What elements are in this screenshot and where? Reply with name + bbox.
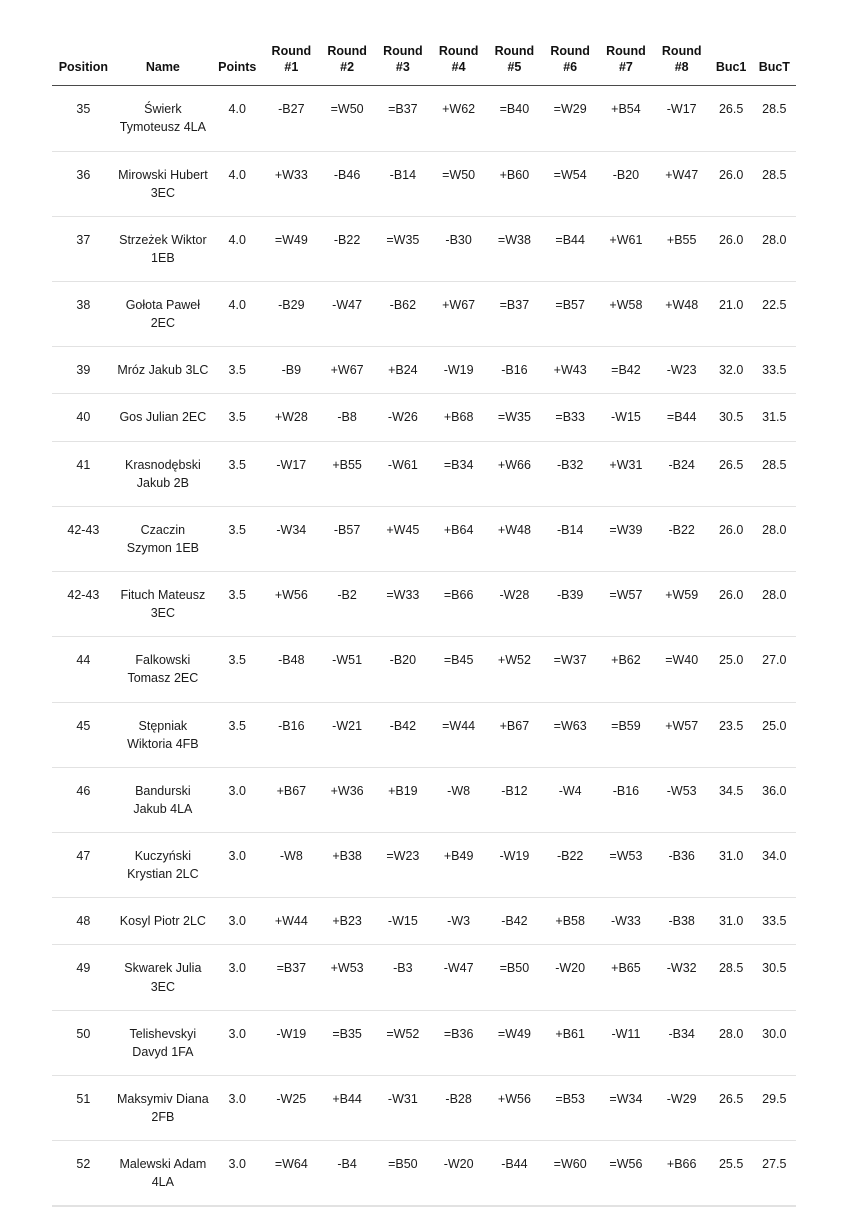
cell-buc1: 34.5 <box>710 767 753 832</box>
cell-name: Telishevskyi Davyd 1FA <box>115 1010 211 1075</box>
cell-round-8: +B55 <box>654 216 710 281</box>
table-row <box>52 702 796 767</box>
cell-name: Mróz Jakub 3LC <box>115 347 211 394</box>
header-round-2-line2: #2 <box>340 59 355 74</box>
cell-round-2: -B8 <box>319 394 375 441</box>
cell-position: 44 <box>52 637 115 702</box>
cell-round-5: +W56 <box>487 1075 543 1140</box>
cell-round-8: -B24 <box>654 441 710 506</box>
header-round-7-line2: #7 <box>618 59 633 74</box>
cell-points: 4.0 <box>211 282 263 347</box>
cell-points: 3.5 <box>211 394 263 441</box>
cell-position: 38 <box>52 282 115 347</box>
cell-buc1: 32.0 <box>710 347 753 394</box>
cell-round-3: -B20 <box>375 637 431 702</box>
cell-round-4: -W20 <box>431 1141 487 1206</box>
table-row <box>52 282 796 347</box>
cell-round-1: +W28 <box>263 394 319 441</box>
cell-position: 40 <box>52 394 115 441</box>
table-row <box>52 151 796 216</box>
header-points: Points <box>211 40 263 86</box>
cell-round-5: -B16 <box>487 347 543 394</box>
cell-round-2: -B57 <box>319 506 375 571</box>
cell-round-3: +W45 <box>375 506 431 571</box>
cell-round-6: -W20 <box>542 945 598 1010</box>
cell-buc1: 26.5 <box>710 441 753 506</box>
cell-round-4: =B34 <box>431 441 487 506</box>
cell-buc1: 21.0 <box>710 282 753 347</box>
cell-buc1: 25.5 <box>710 1141 753 1206</box>
cell-round-2: +W36 <box>319 767 375 832</box>
cell-round-5: =B50 <box>487 945 543 1010</box>
cell-round-2: -B22 <box>319 216 375 281</box>
cell-round-4: +W67 <box>431 282 487 347</box>
cell-name: Kosyl Piotr 2LC <box>115 898 211 945</box>
cell-round-4: -B30 <box>431 216 487 281</box>
cell-buct: 28.5 <box>753 441 796 506</box>
cell-round-5: =B40 <box>487 86 543 151</box>
cell-position: 36 <box>52 151 115 216</box>
cell-round-6: +B58 <box>542 898 598 945</box>
header-round-5-line2: #5 <box>507 59 522 74</box>
cell-points: 3.0 <box>211 945 263 1010</box>
cell-round-5: =W38 <box>487 216 543 281</box>
header-round-7 <box>598 40 654 86</box>
cell-round-1: +W33 <box>263 151 319 216</box>
cell-name: Czaczin Szymon 1EB <box>115 506 211 571</box>
cell-round-5: -B44 <box>487 1141 543 1206</box>
cell-round-2: +B38 <box>319 833 375 898</box>
cell-round-3: =B50 <box>375 1141 431 1206</box>
cell-position: 48 <box>52 898 115 945</box>
header-buct: BucT <box>753 40 796 86</box>
cell-round-7: =W56 <box>598 1141 654 1206</box>
cell-buc1: 26.0 <box>710 506 753 571</box>
cell-buct: 27.0 <box>753 637 796 702</box>
cell-round-7: -B16 <box>598 767 654 832</box>
cell-round-2: +B23 <box>319 898 375 945</box>
cell-round-6: -B39 <box>542 572 598 637</box>
cell-name: Strzeżek Wiktor 1EB <box>115 216 211 281</box>
cell-position: 35 <box>52 86 115 151</box>
cell-round-2: -B2 <box>319 572 375 637</box>
cell-round-4: -W19 <box>431 347 487 394</box>
cell-round-8: -B36 <box>654 833 710 898</box>
cell-round-5: -B12 <box>487 767 543 832</box>
cell-round-7: =W34 <box>598 1075 654 1140</box>
cell-round-7: =B42 <box>598 347 654 394</box>
cell-round-1: +W56 <box>263 572 319 637</box>
cell-buct: 29.5 <box>753 1075 796 1140</box>
cell-round-3: -W31 <box>375 1075 431 1140</box>
cell-buc1: 30.5 <box>710 394 753 441</box>
cell-round-2: -W51 <box>319 637 375 702</box>
cell-round-5: +W52 <box>487 637 543 702</box>
cell-name: Mirowski Hubert 3EC <box>115 151 211 216</box>
cell-round-6: =W37 <box>542 637 598 702</box>
cell-round-7: =W57 <box>598 572 654 637</box>
cell-round-2: -W47 <box>319 282 375 347</box>
cell-buc1: 26.5 <box>710 1075 753 1140</box>
cell-round-3: -W26 <box>375 394 431 441</box>
cell-points: 3.0 <box>211 1141 263 1206</box>
cell-points: 3.0 <box>211 1010 263 1075</box>
cell-buc1: 28.0 <box>710 1010 753 1075</box>
cell-round-5: +W48 <box>487 506 543 571</box>
table-row <box>52 945 796 1010</box>
cell-round-5: +B60 <box>487 151 543 216</box>
cell-buct: 33.5 <box>753 898 796 945</box>
cell-round-4: =B45 <box>431 637 487 702</box>
cell-round-5: =B37 <box>487 282 543 347</box>
cell-buct: 36.0 <box>753 767 796 832</box>
cell-round-2: +W53 <box>319 945 375 1010</box>
cell-round-6: =B53 <box>542 1075 598 1140</box>
cell-buc1: 26.5 <box>710 86 753 151</box>
cell-round-8: -W32 <box>654 945 710 1010</box>
cell-name: Gos Julian 2EC <box>115 394 211 441</box>
header-round-2-line1: Round <box>327 44 367 58</box>
cell-round-7: -W11 <box>598 1010 654 1075</box>
cell-round-4: =B66 <box>431 572 487 637</box>
cell-round-5: +B67 <box>487 702 543 767</box>
cell-round-2: -B4 <box>319 1141 375 1206</box>
cell-buct: 25.0 <box>753 702 796 767</box>
cell-round-1: +W44 <box>263 898 319 945</box>
table-row <box>52 767 796 832</box>
table-body <box>52 86 796 1206</box>
cell-buct: 31.5 <box>753 394 796 441</box>
cell-position: 45 <box>52 702 115 767</box>
cell-buc1: 31.0 <box>710 833 753 898</box>
cell-round-4: -W8 <box>431 767 487 832</box>
table-row <box>52 637 796 702</box>
header-round-5 <box>487 40 543 86</box>
header-round-2 <box>319 40 375 86</box>
cell-round-1: -B29 <box>263 282 319 347</box>
cell-round-6: =B57 <box>542 282 598 347</box>
cell-round-1: =W64 <box>263 1141 319 1206</box>
cell-points: 3.5 <box>211 572 263 637</box>
cell-round-7: +B65 <box>598 945 654 1010</box>
cell-round-6: +W43 <box>542 347 598 394</box>
cell-round-8: +W59 <box>654 572 710 637</box>
cell-round-3: -B3 <box>375 945 431 1010</box>
table-row <box>52 833 796 898</box>
cell-name: Gołota Paweł 2EC <box>115 282 211 347</box>
cell-round-4: -W47 <box>431 945 487 1010</box>
header-round-1 <box>263 40 319 86</box>
header-round-8-line1: Round <box>661 44 702 58</box>
table-row <box>52 1010 796 1075</box>
cell-round-7: -B20 <box>598 151 654 216</box>
cell-round-7: +B54 <box>598 86 654 151</box>
cell-position: 52 <box>52 1141 115 1206</box>
cell-round-2: +B55 <box>319 441 375 506</box>
cell-round-2: +W67 <box>319 347 375 394</box>
cell-buc1: 25.0 <box>710 637 753 702</box>
header-round-6-line1: Round <box>550 44 590 58</box>
cell-buct: 28.0 <box>753 506 796 571</box>
cell-round-8: -W17 <box>654 86 710 151</box>
header-row <box>52 40 796 86</box>
header-round-3-line2: #3 <box>395 59 410 74</box>
header-round-6-line2: #6 <box>563 59 578 74</box>
cell-round-1: =W49 <box>263 216 319 281</box>
cell-round-4: -W3 <box>431 898 487 945</box>
header-position: Position <box>52 40 115 86</box>
table-row <box>52 347 796 394</box>
cell-position: 42-43 <box>52 506 115 571</box>
cell-round-1: +B67 <box>263 767 319 832</box>
header-round-5-line1: Round <box>494 44 535 58</box>
table-header <box>52 40 796 86</box>
cell-round-6: -B22 <box>542 833 598 898</box>
header-round-8 <box>654 40 710 86</box>
cell-buc1: 28.5 <box>710 945 753 1010</box>
cell-name: Fituch Mateusz 3EC <box>115 572 211 637</box>
cell-position: 41 <box>52 441 115 506</box>
cell-round-5: =W35 <box>487 394 543 441</box>
cell-round-3: -W15 <box>375 898 431 945</box>
cell-buc1: 23.5 <box>710 702 753 767</box>
table-row <box>52 898 796 945</box>
cell-round-5: =W49 <box>487 1010 543 1075</box>
cell-round-8: +W47 <box>654 151 710 216</box>
table-row <box>52 394 796 441</box>
table-row <box>52 441 796 506</box>
cell-round-7: -W33 <box>598 898 654 945</box>
cell-round-1: -W34 <box>263 506 319 571</box>
cell-round-2: -B46 <box>319 151 375 216</box>
cell-round-1: -W8 <box>263 833 319 898</box>
cell-position: 42-43 <box>52 572 115 637</box>
cell-buct: 30.0 <box>753 1010 796 1075</box>
table-row <box>52 1075 796 1140</box>
cell-round-7: =W39 <box>598 506 654 571</box>
cell-round-2: +B44 <box>319 1075 375 1140</box>
cell-round-3: =W52 <box>375 1010 431 1075</box>
cell-points: 3.5 <box>211 637 263 702</box>
cell-position: 46 <box>52 767 115 832</box>
header-round-8-line2: #8 <box>674 59 689 74</box>
cell-name: Bandurski Jakub 4LA <box>115 767 211 832</box>
cell-round-6: =B44 <box>542 216 598 281</box>
cell-round-6: -B32 <box>542 441 598 506</box>
cell-buct: 28.5 <box>753 151 796 216</box>
cell-round-1: -W25 <box>263 1075 319 1140</box>
cell-buct: 28.5 <box>753 86 796 151</box>
cell-round-8: -W29 <box>654 1075 710 1140</box>
cell-round-5: -W19 <box>487 833 543 898</box>
cell-points: 4.0 <box>211 216 263 281</box>
cell-round-8: +B66 <box>654 1141 710 1206</box>
cell-points: 3.0 <box>211 898 263 945</box>
cell-round-4: -B28 <box>431 1075 487 1140</box>
cell-round-5: +W66 <box>487 441 543 506</box>
cell-round-3: -B62 <box>375 282 431 347</box>
table-row <box>52 572 796 637</box>
cell-round-1: =B37 <box>263 945 319 1010</box>
cell-round-8: -B22 <box>654 506 710 571</box>
cell-round-7: +W58 <box>598 282 654 347</box>
header-round-3 <box>375 40 431 86</box>
cell-round-6: =W63 <box>542 702 598 767</box>
cell-round-7: +W31 <box>598 441 654 506</box>
cell-buct: 27.5 <box>753 1141 796 1206</box>
cell-round-1: -B27 <box>263 86 319 151</box>
cell-points: 3.5 <box>211 441 263 506</box>
cell-round-3: =W23 <box>375 833 431 898</box>
cell-round-3: -B42 <box>375 702 431 767</box>
cell-round-7: =B59 <box>598 702 654 767</box>
cell-round-6: =W54 <box>542 151 598 216</box>
cell-round-1: -W17 <box>263 441 319 506</box>
cell-position: 50 <box>52 1010 115 1075</box>
cell-round-6: =B33 <box>542 394 598 441</box>
tournament-results-table <box>52 40 796 1206</box>
cell-name: Świerk Tymoteusz 4LA <box>115 86 211 151</box>
header-name: Name <box>115 40 211 86</box>
cell-buct: 28.0 <box>753 572 796 637</box>
table-row <box>52 86 796 151</box>
header-round-3-line1: Round <box>383 44 423 58</box>
cell-round-3: +B24 <box>375 347 431 394</box>
cell-points: 3.5 <box>211 347 263 394</box>
cell-round-8: -B38 <box>654 898 710 945</box>
cell-round-4: +W62 <box>431 86 487 151</box>
cell-buc1: 31.0 <box>710 898 753 945</box>
cell-name: Stępniak Wiktoria 4FB <box>115 702 211 767</box>
table-row <box>52 506 796 571</box>
cell-round-2: -W21 <box>319 702 375 767</box>
cell-points: 4.0 <box>211 151 263 216</box>
cell-name: Skwarek Julia 3EC <box>115 945 211 1010</box>
cell-points: 3.5 <box>211 702 263 767</box>
cell-round-8: -W53 <box>654 767 710 832</box>
cell-round-1: -B16 <box>263 702 319 767</box>
cell-round-6: -W4 <box>542 767 598 832</box>
cell-buct: 28.0 <box>753 216 796 281</box>
cell-round-1: -B48 <box>263 637 319 702</box>
cell-round-6: -B14 <box>542 506 598 571</box>
cell-points: 3.0 <box>211 833 263 898</box>
header-round-4 <box>431 40 487 86</box>
cell-buc1: 26.0 <box>710 151 753 216</box>
cell-position: 49 <box>52 945 115 1010</box>
header-round-1-line1: Round <box>271 44 312 58</box>
cell-position: 51 <box>52 1075 115 1140</box>
cell-round-3: =W33 <box>375 572 431 637</box>
cell-buct: 33.5 <box>753 347 796 394</box>
cell-round-8: -B34 <box>654 1010 710 1075</box>
header-round-4-line1: Round <box>438 44 479 58</box>
cell-position: 39 <box>52 347 115 394</box>
cell-round-4: +B68 <box>431 394 487 441</box>
cell-round-6: =W60 <box>542 1141 598 1206</box>
header-round-1-line2: #1 <box>284 59 299 74</box>
cell-round-2: =B35 <box>319 1010 375 1075</box>
cell-buc1: 26.0 <box>710 572 753 637</box>
cell-points: 3.0 <box>211 1075 263 1140</box>
cell-round-8: +W57 <box>654 702 710 767</box>
cell-points: 3.0 <box>211 767 263 832</box>
cell-name: Kuczyński Krystian 2LC <box>115 833 211 898</box>
cell-name: Maksymiv Diana 2FB <box>115 1075 211 1140</box>
cell-round-4: =B36 <box>431 1010 487 1075</box>
cell-round-1: -B9 <box>263 347 319 394</box>
cell-points: 3.5 <box>211 506 263 571</box>
cell-round-7: +W61 <box>598 216 654 281</box>
cell-round-3: =B37 <box>375 86 431 151</box>
header-round-4-line2: #4 <box>451 59 466 74</box>
cell-round-1: -W19 <box>263 1010 319 1075</box>
cell-round-7: =W53 <box>598 833 654 898</box>
cell-round-7: +B62 <box>598 637 654 702</box>
cell-round-4: =W50 <box>431 151 487 216</box>
header-buc1: Buc1 <box>710 40 753 86</box>
cell-points: 4.0 <box>211 86 263 151</box>
cell-round-3: +B19 <box>375 767 431 832</box>
cell-round-8: -W23 <box>654 347 710 394</box>
cell-round-2: =W50 <box>319 86 375 151</box>
cell-name: Krasnodębski Jakub 2B <box>115 441 211 506</box>
cell-name: Falkowski Tomasz 2EC <box>115 637 211 702</box>
cell-round-4: +B49 <box>431 833 487 898</box>
cell-round-6: =W29 <box>542 86 598 151</box>
cell-round-3: -W61 <box>375 441 431 506</box>
cell-round-5: -B42 <box>487 898 543 945</box>
cell-round-8: +W48 <box>654 282 710 347</box>
cell-buct: 30.5 <box>753 945 796 1010</box>
cell-round-3: =W35 <box>375 216 431 281</box>
table-row <box>52 1141 796 1206</box>
cell-round-4: +B64 <box>431 506 487 571</box>
cell-round-8: =W40 <box>654 637 710 702</box>
cell-buc1: 26.0 <box>710 216 753 281</box>
cell-round-7: -W15 <box>598 394 654 441</box>
cell-name: Malewski Adam 4LA <box>115 1141 211 1206</box>
cell-buct: 22.5 <box>753 282 796 347</box>
cell-round-4: =W44 <box>431 702 487 767</box>
header-round-6 <box>542 40 598 86</box>
header-round-7-line1: Round <box>606 44 646 58</box>
cell-round-3: -B14 <box>375 151 431 216</box>
cell-position: 37 <box>52 216 115 281</box>
cell-buct: 34.0 <box>753 833 796 898</box>
cell-position: 47 <box>52 833 115 898</box>
cell-round-5: -W28 <box>487 572 543 637</box>
cell-round-6: +B61 <box>542 1010 598 1075</box>
table-row <box>52 216 796 281</box>
cell-round-8: =B44 <box>654 394 710 441</box>
